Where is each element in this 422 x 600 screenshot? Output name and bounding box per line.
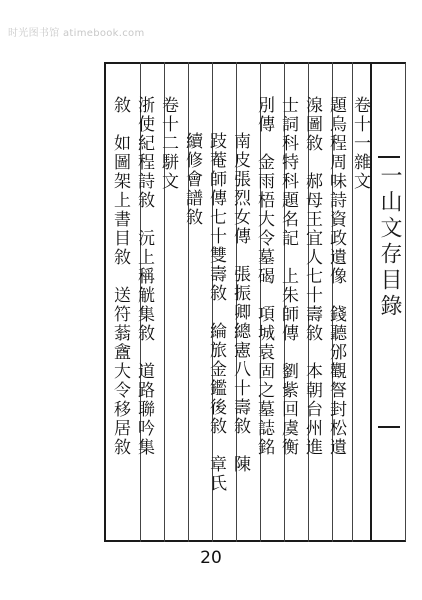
- text-column-5: 別傳 金雨梧大令墓碣 項城袁固之墓誌銘: [254, 96, 274, 457]
- text-column-11: 敘 如圖架上書目敘 送符蓊盦大令移居敘: [110, 96, 130, 457]
- text-column-4: 士詞科特科題名記 上朱師傳 劉紫回虞衡: [278, 96, 298, 457]
- text-column-3: 湶圖敘 郝母王宜人七十壽敘 本朝台州進: [302, 96, 322, 457]
- page-number: 20: [200, 548, 222, 568]
- fishtail-mark: [378, 426, 400, 428]
- text-column-6: 南皮張烈女傳 張振卿總憲八十壽敘 陳: [230, 132, 250, 474]
- watermark-text: 时光图书馆 atimebook.com: [8, 28, 145, 39]
- text-column-10: 浙使紀程詩敘 沅上稱觥集敘 道路聯吟集: [134, 96, 154, 457]
- text-column-2: 題烏程周味詩資政遺像 錢聽邠觀詧封松遺: [326, 96, 346, 457]
- text-column-9: 卷十二駢文: [158, 96, 178, 191]
- fishtail-mark: [378, 156, 400, 158]
- text-column-1: 卷十一雜文: [350, 96, 370, 191]
- banxin-title: 一山文存目錄: [377, 164, 402, 320]
- text-column-8: 續修會譜敘: [182, 132, 202, 227]
- text-column-7: 跂菴師傳七十雙壽敘 綸旅金鑑後敘 章氏: [206, 132, 226, 493]
